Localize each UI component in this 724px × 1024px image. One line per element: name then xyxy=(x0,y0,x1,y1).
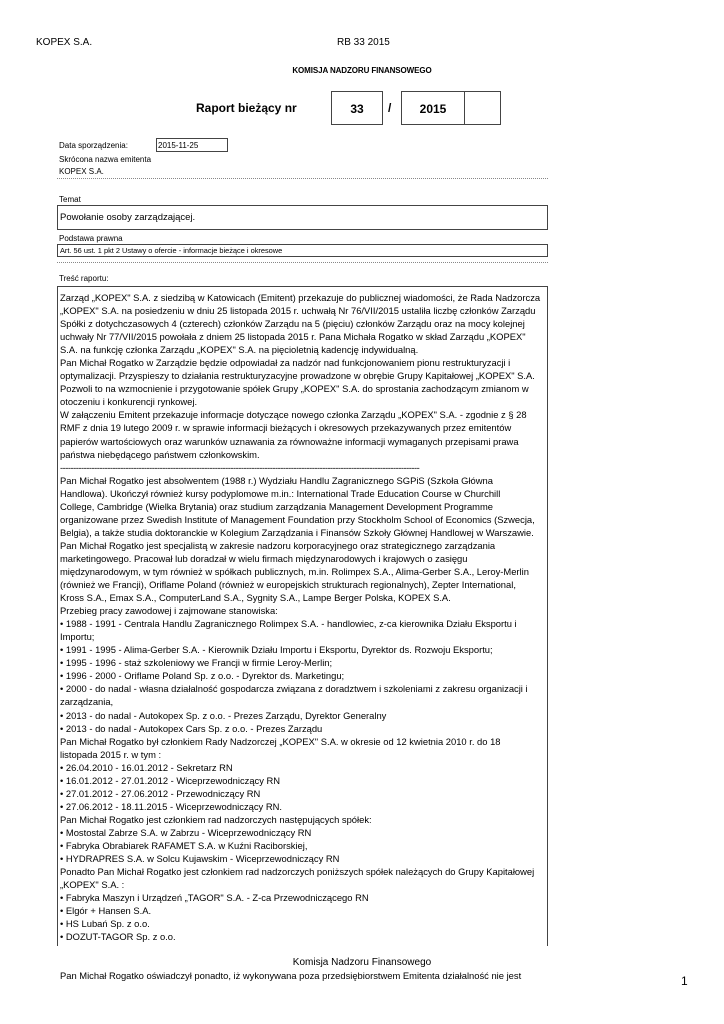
content-line: ----------------------------------------------------------------------------------------------------------------------------------------- xyxy=(60,461,420,473)
content-line: otoczeniu i konkurencji rynkowej. xyxy=(60,396,198,408)
content-line: Handlowa). Ukończył również kursy podyplomowe m.in.: International Trade Education Course w Churchill xyxy=(60,487,501,499)
content-label: Treść raportu: xyxy=(59,274,109,283)
report-year: 2015 xyxy=(419,102,447,116)
content-line: W załączeniu Emitent przekazuje informacje dotyczące nowego członka Zarządu „KOPEX" S.A. - zgodnie z § 28 xyxy=(60,409,527,421)
issuer-label: Skrócona nazwa emitenta xyxy=(59,155,152,164)
content-line: • HYDRAPRES S.A. w Solcu Kujawskim - Wiceprzewodniczący RN xyxy=(60,853,340,865)
content-line: • Elgór + Hansen S.A. xyxy=(60,905,152,917)
content-line: papierów wartościowych oraz warunków uznawania za równoważne informacji wymaganych przepisami prawa xyxy=(60,435,519,447)
content-line: uchwały Nr 77/VII/2015 powołała z dniem 25 listopada 2015 r. Pana Michała Rogatko w skład Zarządu „KOPEX" xyxy=(60,331,526,343)
content-line: optymalizacji. Przyspieszy to działania restrukturyzacyjne prowadzone w obrębie Grupy Kapitałowej „KOPEX" S.A. xyxy=(60,370,535,382)
content-line: międzynarodowym, w tym również w spółkach publicznych, m.in. Rolimpex S.A., Alima-Gerber S.A., Leroy-Merlin xyxy=(60,565,529,577)
content-line: • Mostostal Zabrze S.A. w Zabrzu - Wiceprzewodniczący RN xyxy=(60,826,312,838)
content-line: listopada 2015 r. w tym : xyxy=(60,748,162,760)
content-line: Importu; xyxy=(60,631,95,643)
content-line: „KOPEX" S.A. na posiedzeniu w dniu 25 listopada 2015 r. uchwałą Nr 76/VII/2015 ustaliła liczbę członków Zarządu xyxy=(60,305,536,317)
content-line: • HS Lubań Sp. z o.o. xyxy=(60,918,150,930)
content-line: Zarząd „KOPEX" S.A. z siedzibą w Katowicach (Emitent) przekazuje do publicznej wiadomości, że Rada Nadzorcza xyxy=(60,292,541,303)
content-line: organizowane przez Swedish Institute of Management Foundation przy Stockholm School of Economics (Szwecja, xyxy=(60,513,535,525)
content-line: RMF z dnia 19 lutego 2009 r. w sprawie informacji bieżących i okresowych przekazywanych przez emitentów xyxy=(60,422,512,434)
content-line: • DOZUT-TAGOR Sp. z o.o. xyxy=(60,931,176,943)
content-line: • 27.01.2012 - 27.06.2012 - Przewodniczący RN xyxy=(60,787,261,799)
content-line: państwa niebędącego państwem członkowskim. xyxy=(60,448,260,460)
report-extra-box xyxy=(464,91,501,125)
legal-basis-label: Podstawa prawna xyxy=(59,234,123,243)
legal-basis-box xyxy=(57,244,548,257)
report-number-box xyxy=(331,91,383,125)
content-line: Przebieg pracy zawodowej i zajmowane stanowiska: xyxy=(60,605,278,617)
page-number: 1 xyxy=(681,974,688,988)
content-line: • 27.06.2012 - 18.11.2015 - Wiceprzewodniczący RN. xyxy=(60,800,282,812)
commission-title: KOMISJA NADZORU FINANSOWEGO xyxy=(292,66,432,75)
content-line: Pan Michał Rogatko był członkiem Rady Nadzorczej „KOPEX" S.A. w okresie od 12 kwietnia 2010 r. do 18 xyxy=(60,735,501,747)
legal-divider xyxy=(57,262,548,263)
report-year-box xyxy=(401,91,465,125)
content-line: • Fabryka Maszyn i Urządzeń „TAGOR" S.A. - Z-ca Przewodniczącego RN xyxy=(60,892,369,904)
content-line: (również we Francji), Oriflame Poland (również w europejskich strukturach regionalnych), Zepter International, xyxy=(60,579,516,591)
topic-box xyxy=(57,205,548,230)
content-line: • 16.01.2012 - 27.01.2012 - Wiceprzewodniczący RN xyxy=(60,774,281,786)
content-line: College, Cambridge (Wielka Brytania) oraz studium zarządzania Management Development Programme xyxy=(60,500,494,512)
content-line: • 1991 - 1995 - Alima-Gerber S.A. - Kierownik Działu Importu i Eksportu, Dyrektor ds. Rozwoju Eksportu; xyxy=(60,644,493,656)
issuer-value: KOPEX S.A. xyxy=(59,167,104,176)
footer-text: Komisja Nadzoru Finansowego xyxy=(292,957,432,968)
content-line: • 1988 - 1991 - Centrala Handlu Zagranicznego Rolimpex S.A. - handlowiec, z-ca kierownika Działu Eksportu i xyxy=(60,618,517,630)
report-slash: / xyxy=(388,101,392,115)
content-line: Pan Michał Rogatko jest absolwentem (1988 r.) Wydziału Handlu Zagranicznego SGPiS (Szkoła Główna xyxy=(60,474,493,486)
date-value: 2015-11-25 xyxy=(156,138,228,152)
topic-label: Temat xyxy=(59,195,81,204)
content-line: • 2000 - do nadal - własna działalność gospodarcza związana z doradztwem i szkoleniami z zakresu organizacji i xyxy=(60,683,528,695)
topic-value: Powołanie osoby zarządzającej. xyxy=(60,212,196,223)
content-line: Pan Michał Rogatko jest specjalistą w zakresie nadzoru korporacyjnego oraz strategicznego zarządzania xyxy=(60,539,496,551)
content-line: Kross S.A., Emax S.A., ComputerLand S.A., Sygnity S.A., Lampe Berger Polska, KOPEX S.A. xyxy=(60,592,451,604)
content-line: Pan Michał Rogatko jest członkiem rad nadzorczych następujących spółek: xyxy=(60,813,372,825)
report-label: Raport bieżący nr xyxy=(196,101,297,115)
content-line: Ponadto Pan Michał Rogatko jest członkiem rad nadzorczych poniższych spółek należących do Grupy Kapitałowej xyxy=(60,866,535,878)
content-line: • 2013 - do nadal - Autokopex Cars Sp. z o.o. - Prezes Zarządu xyxy=(60,722,323,734)
content-line: • 2013 - do nadal - Autokopex Sp. z o.o. - Prezes Zarządu, Dyrektor Generalny xyxy=(60,709,387,721)
content-text xyxy=(58,287,547,982)
content-line: • Fabryka Obrabiarek RAFAMET S.A. w Kuźni Raciborskiej, xyxy=(60,839,308,851)
content-line: Spółki z dotychczasowych 4 (czterech) członków Zarządu na 5 (pięciu) członków Zarządu oraz na mocy kolejnej xyxy=(60,318,525,330)
content-line: „KOPEX" S.A. : xyxy=(60,879,125,891)
header-company: KOPEX S.A. xyxy=(36,37,93,48)
legal-basis-value: Art. 56 ust. 1 pkt 2 Ustawy o ofercie - informacje bieżące i okresowe xyxy=(60,246,283,255)
content-line: Belgia), a także studia doktoranckie w Kolegium Zarządzania i Finansów Szkoły Głównej Handlowej w Warszawie. xyxy=(60,526,534,538)
date-label: Data sporządzenia: xyxy=(59,141,128,150)
content-line: Pozwoli to na wzmocnienie i przygotowanie spółek Grupy „KOPEX" S.A. do sprostania zachodzącym zmianom w xyxy=(60,383,529,395)
content-line: Pan Michał Rogatko w Zarządzie będzie odpowiadał za nadzór nad funkcjonowaniem pionu restrukturyzacji i xyxy=(60,357,511,369)
content-line: zarządzania, xyxy=(60,696,114,708)
content-line: • 1996 - 2000 - Oriflame Poland Sp. z o.o. - Dyrektor ds. Marketingu; xyxy=(60,670,345,682)
content-line: Pan Michał Rogatko oświadczył ponadto, iż wykonywana poza przedsiębiorstwem Emitenta działalność nie jest xyxy=(60,970,522,982)
content-line: S.A. na funkcję członka Zarządu „KOPEX" S.A. na pięcioletnią kadencję indywidualną. xyxy=(60,344,419,356)
content-line: • 26.04.2010 - 16.01.2012 - Sekretarz RN xyxy=(60,761,233,773)
content-line: • 1995 - 1996 - staż szkoleniowy we Francji w firmie Leroy-Merlin; xyxy=(60,657,333,669)
report-number: 33 xyxy=(350,102,364,116)
content-line: marketingowego. Pracował lub doradzał w wielu firmach międzynarodowych i krajowych o zasięgu xyxy=(60,552,468,564)
meta-divider xyxy=(57,178,548,179)
header-report-ref: RB 33 2015 xyxy=(337,37,390,48)
